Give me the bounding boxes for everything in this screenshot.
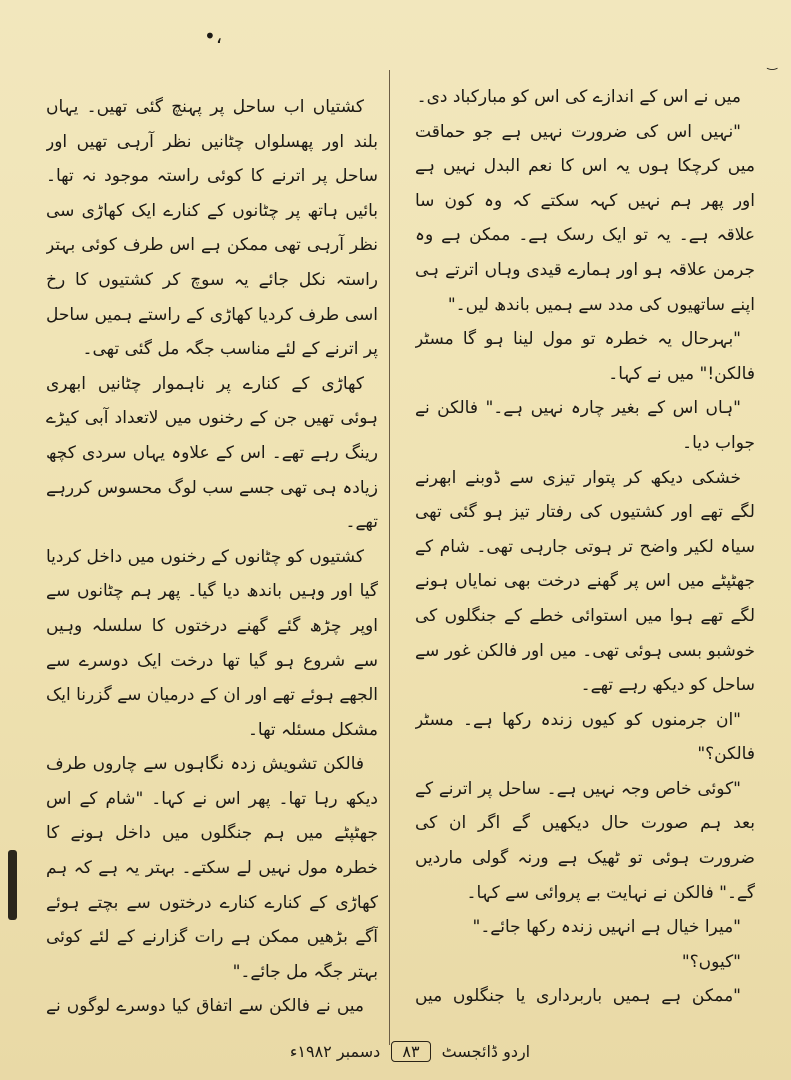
paragraph: کھاڑی کے کنارے پر ناہموار چٹانیں ابھری ہوئی تھیں جن کے رخنوں میں لاتعداد آبی کیڑے رینگ رہے تھے۔ اس کے علاوہ یہاں سردی کچھ زیادہ ہی تھی جسے سب لوگ محسوس کررہے تھے۔ — [46, 373, 378, 533]
paragraph: "کیوں؟" — [681, 951, 741, 972]
paragraph: "ممکن ہے ہمیں باربرداری یا جنگلوں میں — [415, 986, 741, 1007]
edge-ink-mark — [8, 850, 17, 920]
paragraph: فالکن تشویش زدہ نگاہوں سے چاروں طرف دیکھ رہا تھا۔ پھر اس نے کہا۔ "شام کے اس جھٹپٹے میں ہم جنگلوں میں داخل ہونے کا خطرہ مول نہیں لے سکتے۔ بہتر یہ ہے کہ ہم کھاڑی کے کنارے کنارے درختوں سے بچتے ہوئے آگے بڑھیں ممکن ہے رات گزارنے کے لئے کوئی بہتر جگہ مل جائے۔" — [46, 754, 378, 982]
paragraph: "بہرحال یہ خطرہ تو مول لینا ہو گا مسٹر فالکن!" میں نے کہا۔ — [415, 329, 755, 384]
paragraph: میں نے فالکن سے اتفاق کیا دوسرے لوگوں نے — [46, 996, 364, 1017]
page-number: ۸۳ — [391, 1041, 430, 1062]
paragraph: میں نے اس کے اندازے کی اس کو مبارکباد دی۔ — [416, 87, 741, 107]
paragraph: "ہاں اس کے بغیر چارہ نہیں ہے۔" فالکن نے جواب دیا۔ — [415, 398, 755, 453]
left-column — [46, 90, 378, 1020]
magazine-name: اردو ڈائجسٹ — [441, 1042, 531, 1061]
paragraph: "میرا خیال ہے انہیں زندہ رکھا جائے۔" — [472, 917, 741, 938]
paragraph: "کوئی خاص وجہ نہیں ہے۔ ساحل پر اترنے کے بعد ہم صورت حال دیکھیں گے اگر ان کی ضرورت ہوئی تو ٹھیک ہے ورنہ گولی ماردیں گے۔" فالکن نے نہایت بے پروائی سے کہا۔ — [415, 778, 755, 903]
issue-date: دسمبر ۱۹۸۲ء — [289, 1042, 381, 1061]
corner-mark: ‿ — [767, 56, 777, 70]
paragraph: کشتیاں اب ساحل پر پہنچ گئی تھیں۔ یہاں بلند اور پھسلواں چٹانیں نظر آرہی تھیں اور ساحل پر اترنے کا کوئی راستہ موجود نہ تھا۔ بائیں ہاتھ پر چٹانوں کے کنارے ایک کھاڑی سی نظر آرہی تھی ممکن ہے اس طرف کوئی بہتر راستہ نکل جائے یہ سوچ کر کشتیوں کا رخ اسی طرف کردیا کھاڑی کے راستے ہمیں ساحل پر اترنے کے لئے مناسب جگہ مل گئی تھی۔ — [46, 97, 378, 360]
right-column — [415, 80, 755, 1020]
paragraph: خشکی دیکھ کر پتوار تیزی سے ڈوبنے ابھرنے لگے تھے اور کشتیوں کی رفتار تیز ہو گئی تھی سیاہ لکیر واضح تر ہوتی جارہی تھی۔ شام کے جھٹپٹے میں اس پر گھنے درخت بھی نمایاں ہونے لگے تھے ہوا میں استوائی خطے کے جنگلوں کی خوشبو بسی ہوئی تھی۔ میں اور فالکن غور سے ساحل کو دیکھ رہے تھے۔ — [415, 467, 755, 696]
column-divider — [389, 70, 390, 1045]
page-footer — [240, 1041, 580, 1062]
top-mark: •، — [204, 24, 223, 48]
paragraph: کشتیوں کو چٹانوں کے رخنوں میں داخل کردیا گیا اور وہیں باندھ دیا گیا۔ پھر ہم چٹانوں سے اوپر چڑھ گئے گھنے درختوں کا سلسلہ وہیں سے شروع ہو گیا تھا درخت ایک دوسرے سے الجھے ہوئے تھے اور ان کے درمیان سے گزرنا ایک مشکل مسئلہ تھا۔ — [46, 546, 378, 740]
paragraph: "نہیں اس کی ضرورت نہیں ہے جو حماقت میں کرچکا ہوں یہ اس کا نعم البدل نہیں ہے اور پھر ہم نہیں کہہ سکتے کہ وہ کون سا علاقہ ہے۔ یہ تو ایک رسک ہے۔ ممکن ہے وہ جرمن علاقہ ہو اور ہمارے قیدی وہاں اترتے ہی اپنے ساتھیوں کی مدد سے ہمیں باندھ لیں۔" — [415, 121, 755, 315]
paragraph: "ان جرمنوں کو کیوں زندہ رکھا ہے۔ مسٹر فالکن؟" — [415, 709, 755, 765]
